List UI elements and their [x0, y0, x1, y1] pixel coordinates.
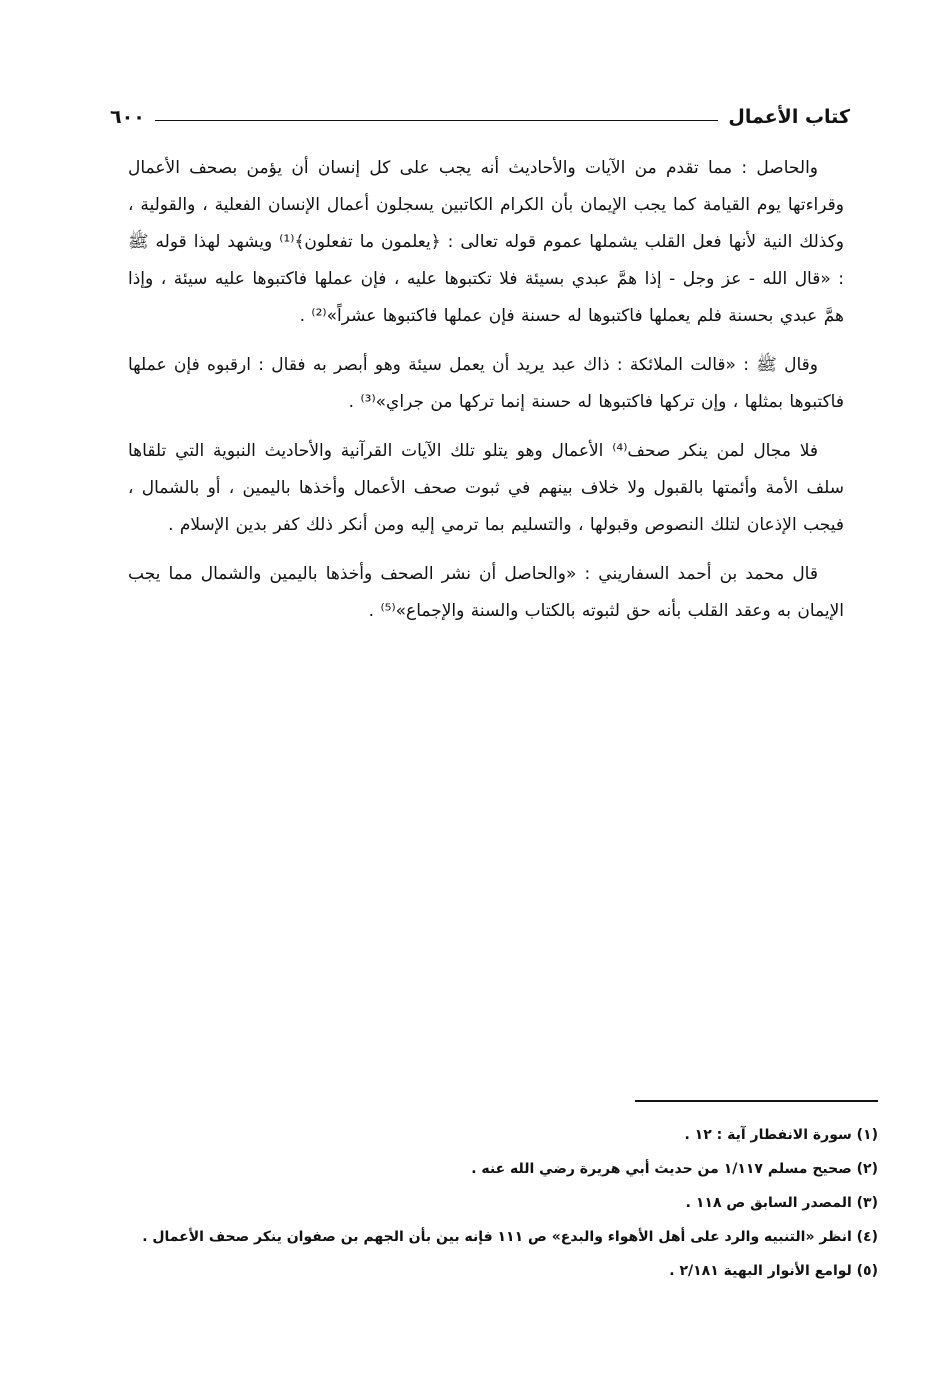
footnote: (١) سورة الانفطار آية : ١٢ . — [684, 1127, 878, 1143]
footnote: (٢) صحيح مسلم ١/١١٧ من حديث أبي هريرة رضي الله عنه . — [471, 1161, 878, 1177]
footnote: (٤) انظر «التنبيه والرد على أهل الأهواء والبدع» ص ١١١ فإنه بين بأن الجهم بن صفوان ينكر صحف الأعمال . — [142, 1229, 878, 1245]
paragraph: والحاصل : مما تقدم من الآيات والأحاديث أنه يجب على كل إنسان أن يؤمن بصحف الأعمال وقراءتها يوم القيامة كما يجب الإيمان بأن الكرام الكاتبين يسجلون أعمال الإنسان الفعلية ، والقولية ، وكذلك النية لأنها فعل القلب يشملها عموم قوله تعالى : ﴿يعلمون ما تفعلون﴾⁽¹⁾ ويشهد لهذا قوله ﷺ : «قال الله - عز وجل - إذا همَّ عبدي بسيئة فلا تكتبوها عليه ، فإن عملها فاكتبوها عليه سيئة ، وإذا همَّ عبدي بحسنة فلم يعملها فاكتبوها له حسنة فإن عملها فاكتبوها عشراً»⁽²⁾ . — [128, 158, 845, 326]
footnote: (٣) المصدر السابق ص ١١٨ . — [685, 1195, 878, 1211]
footnotes — [142, 1118, 878, 1288]
running-header — [110, 100, 850, 134]
footnote-separator — [635, 1100, 878, 1102]
paragraph: فلا مجال لمن ينكر صحف⁽⁴⁾ الأعمال وهو يتلو تلك الآيات القرآنية والأحاديث النبوية التي تلقاها سلف الأمة وأئمتها بالقبول ولا خلاف بينهم في ثبوت صحف الأعمال وأخذها باليمين ، أو بالشمال ، فيجب الإذعان لتلك النصوص وقبولها ، والتسليم بما ترمي إليه ومن أنكر ذلك كفر بدين الإسلام . — [128, 441, 844, 535]
paragraph: وقال ﷺ : «قالت الملائكة : ذاك عبد يريد أن يعمل سيئة وهو أبصر به فقال : ارقبوه فإن عملها فاكتبوها بمثلها ، وإن تركها فاكتبوها له حسنة إنما تركها من جراي»⁽³⁾ . — [128, 355, 844, 412]
page-number: ٦٠٠ — [110, 106, 145, 128]
main-text — [128, 150, 844, 642]
chapter-title: كتاب الأعمال — [728, 106, 850, 128]
footnote: (٥) لوامع الأنوار البهية ٢/١٨١ . — [669, 1263, 878, 1279]
header-rule — [155, 120, 719, 121]
paragraph: قال محمد بن أحمد السفاريني : «والحاصل أن نشر الصحف وأخذها باليمين والشمال مما يجب الإيمان به وعقد القلب بأنه حق لثبوته بالكتاب والسنة والإجماع»⁽⁵⁾ . — [128, 564, 844, 621]
